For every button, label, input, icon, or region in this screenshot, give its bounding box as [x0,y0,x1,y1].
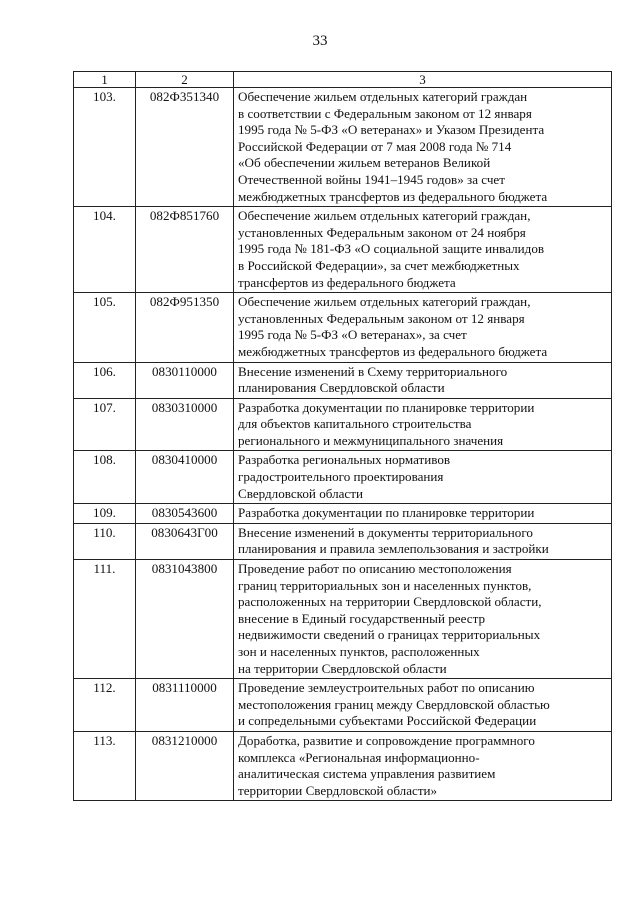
table-row [74,293,612,362]
row-number: 109. [74,504,136,524]
row-description: Внесение изменений в Схему территориального планирования Свердловской области [234,362,612,398]
table-body [74,88,612,801]
column-header-2: 2 [136,72,234,88]
row-code: 0831110000 [136,679,234,732]
table-row [74,362,612,398]
table-row [74,207,612,293]
column-header-3: 3 [234,72,612,88]
row-code: 0831210000 [136,731,234,800]
row-description: Обеспечение жильем отдельных категорий граждан, установленных Федеральным законом от 12 января 1995 года № 5-ФЗ «О ветеранах», за счет межбюджетных трансфертов из федерального бюджета [234,293,612,362]
table-row [74,679,612,732]
row-code: 0831043800 [136,560,234,679]
budget-classification-table [73,71,612,801]
row-code: 082Ф351340 [136,88,234,207]
row-code: 0830310000 [136,398,234,451]
row-number: 103. [74,88,136,207]
row-number: 104. [74,207,136,293]
table-row [74,731,612,800]
row-description: Обеспечение жильем отдельных категорий граждан в соответствии с Федеральным законом от 12 января 1995 года № 5-ФЗ «О ветеранах» и Указом Президента Российской Федерации от 7 мая 2008 года № 714 «Об обеспечении жильем ветеранов Великой Отечественной войны 1941–1945 годов» за счет межбюджетных трансфертов из федерального бюджета [234,88,612,207]
row-number: 106. [74,362,136,398]
row-description: Доработка, развитие и сопровождение программного комплекса «Региональная информационно- аналитическая система управления развитием территории Свердловской области» [234,731,612,800]
row-code: 0830410000 [136,451,234,504]
table-row [74,451,612,504]
row-description: Разработка документации по планировке территории для объектов капитального строительства регионального и межмуниципального значения [234,398,612,451]
row-description: Внесение изменений в документы территориального планирования и правила землепользования и застройки [234,523,612,559]
row-number: 108. [74,451,136,504]
table-header [74,72,612,88]
table-row [74,88,612,207]
table-row [74,523,612,559]
row-code: 082Ф851760 [136,207,234,293]
row-description: Разработка региональных нормативов градостроительного проектирования Свердловской области [234,451,612,504]
table-row [74,560,612,679]
row-number: 111. [74,560,136,679]
row-description: Проведение землеустроительных работ по описанию местоположения границ между Свердловской областью и сопредельными субъектами Российской Федерации [234,679,612,732]
row-description: Разработка документации по планировке территории [234,504,612,524]
table-row [74,398,612,451]
row-number: 113. [74,731,136,800]
row-code: 0830543600 [136,504,234,524]
page-number: 33 [312,33,328,49]
row-description: Обеспечение жильем отдельных категорий граждан, установленных Федеральным законом от 24 ноября 1995 года № 181-ФЗ «О социальной защите инвалидов в Российской Федерации», за счет межбюджетных трансфертов из федерального бюджета [234,207,612,293]
row-number: 107. [74,398,136,451]
row-number: 112. [74,679,136,732]
header-row [74,72,612,88]
table-row [74,504,612,524]
column-header-1: 1 [74,72,136,88]
row-description: Проведение работ по описанию местоположения границ территориальных зон и населенных пунктов, расположенных на территории Свердловской области, внесение в Единый государственный реестр недвижимости сведений о границах территориальных зон и населенных пунктов, расположенных на территории Свердловской области [234,560,612,679]
row-code: 082Ф951350 [136,293,234,362]
row-number: 110. [74,523,136,559]
row-code: 0830643Г00 [136,523,234,559]
row-number: 105. [74,293,136,362]
row-code: 0830110000 [136,362,234,398]
